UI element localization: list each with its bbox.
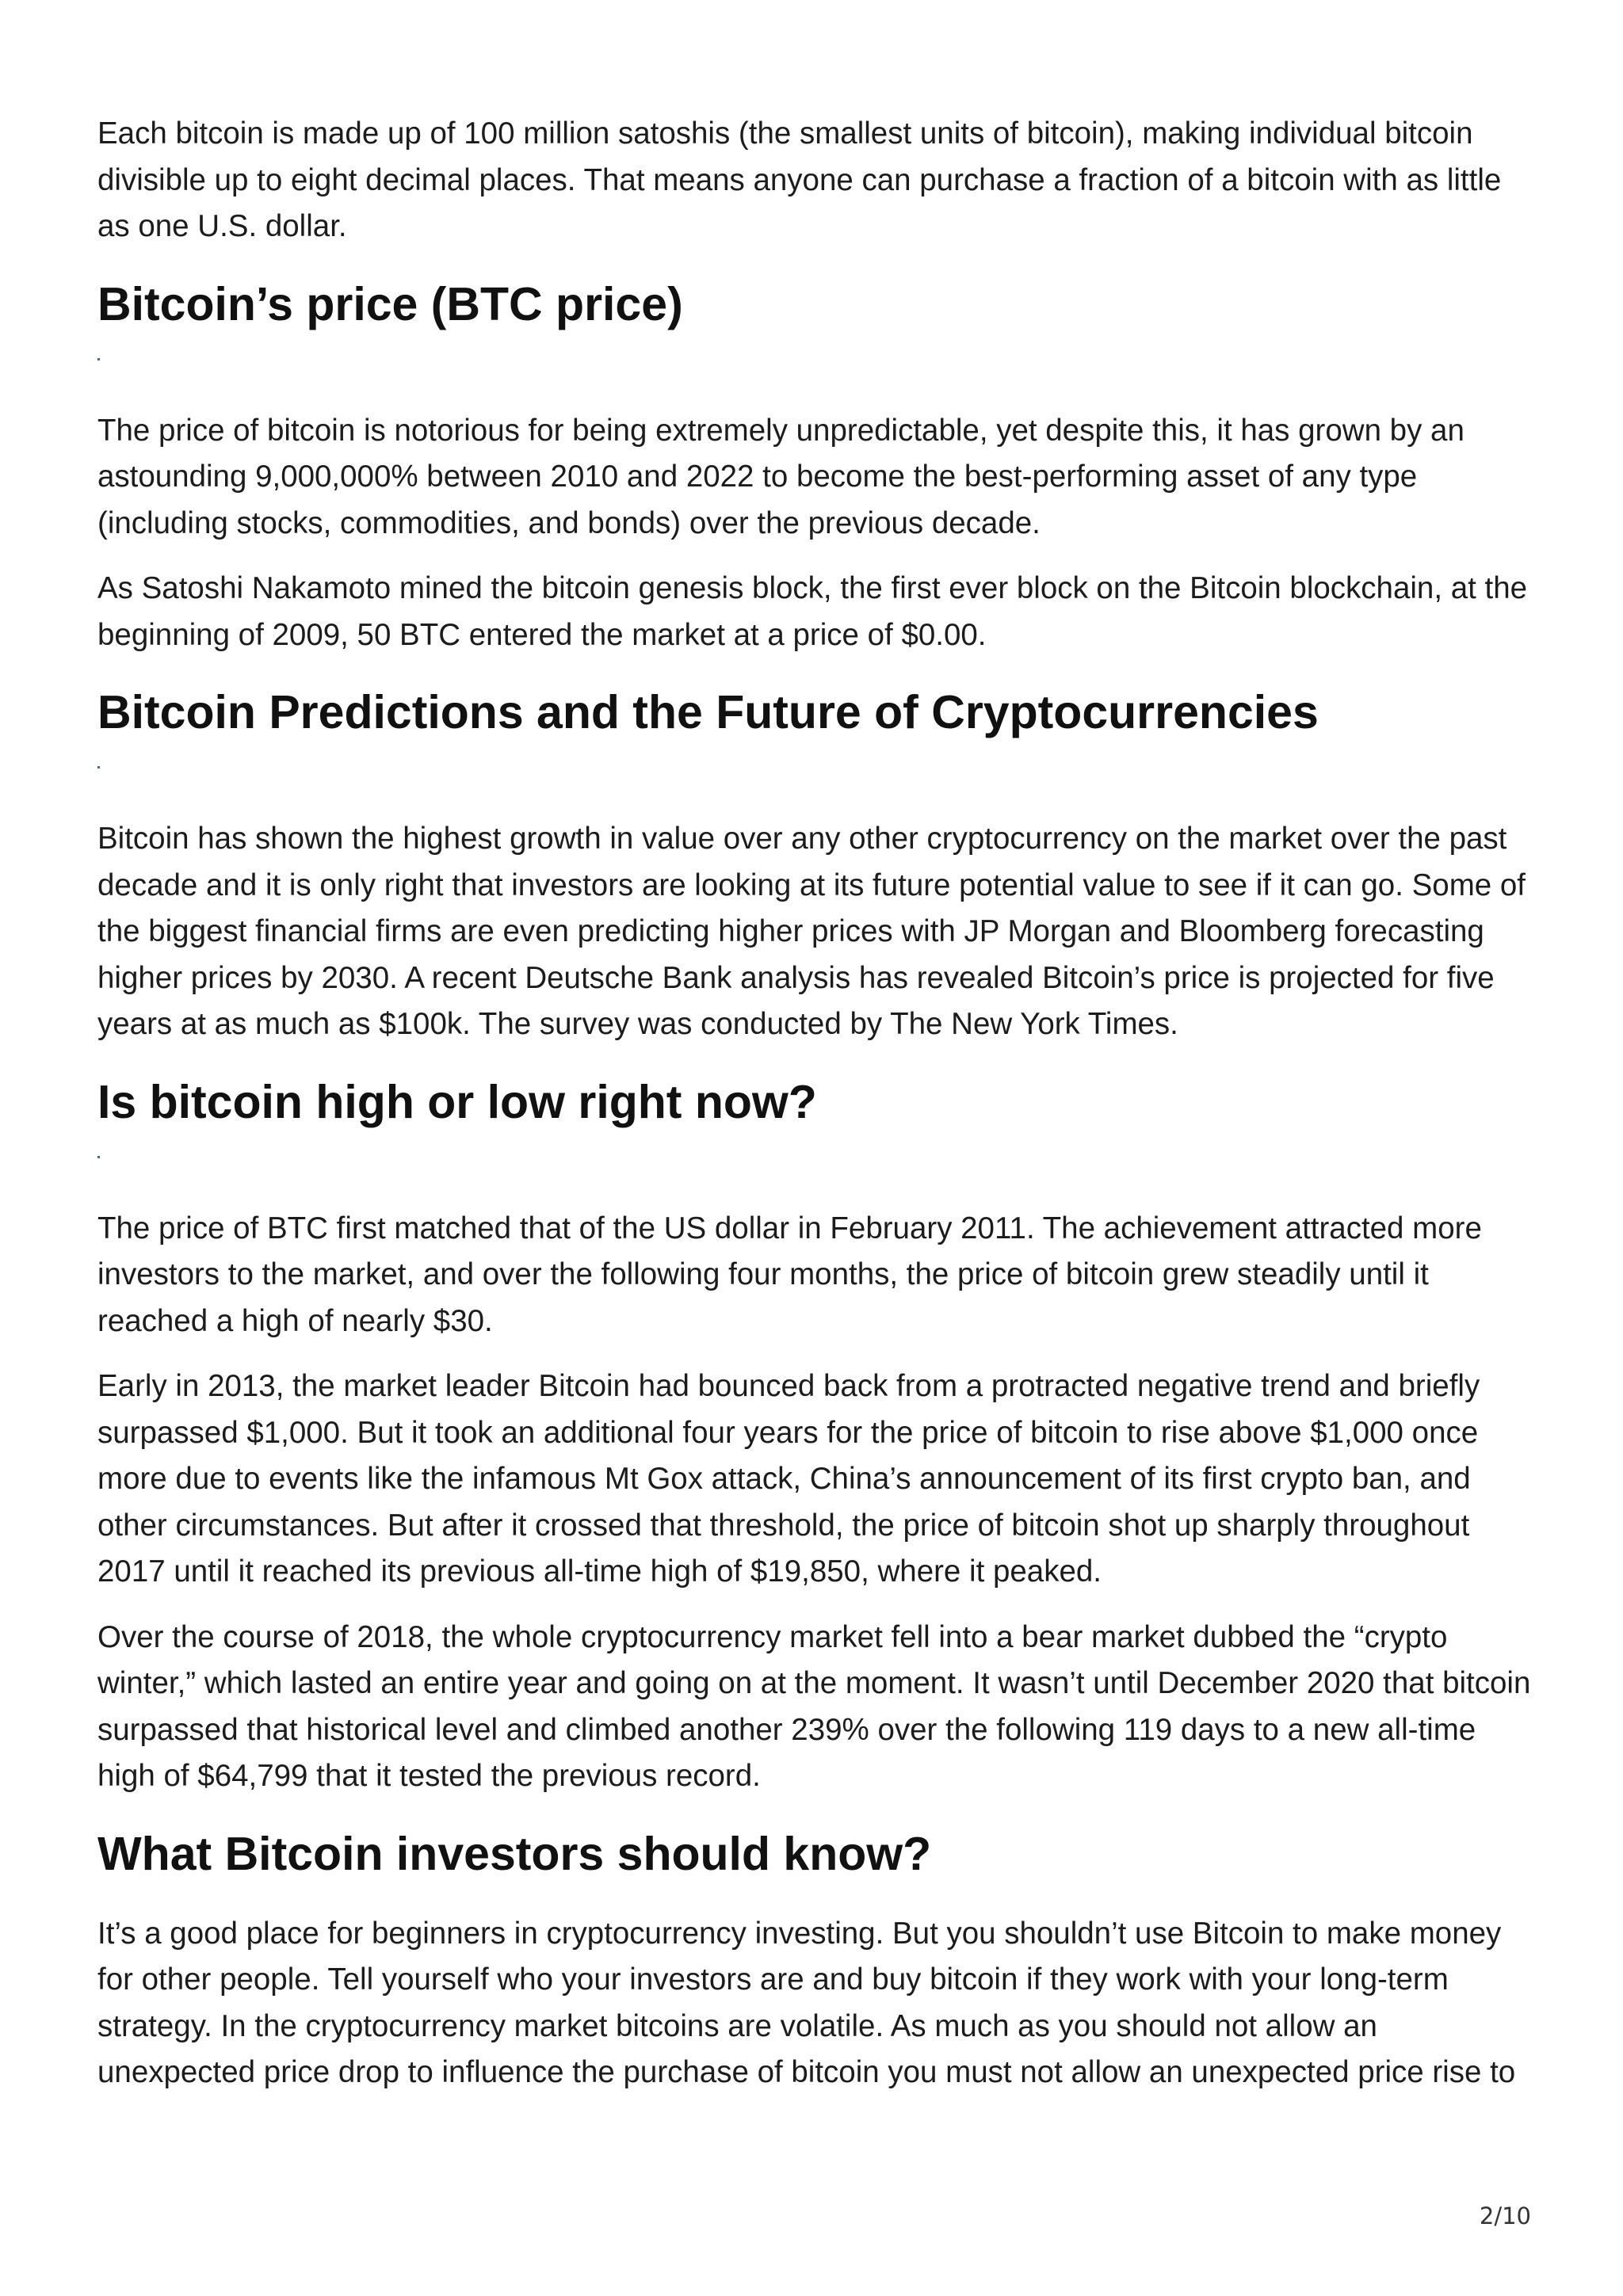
paragraph: Over the course of 2018, the whole cryptocurrency market fell into a bear market dubbed the “crypto winter,” which lasted an entire year and going on at the moment. It wasn’t until December 2020 that bitcoin surpassed that historical level and climbed another 239% over the following 119 days to a new all-time high of $64,799 that it tested the previous record.: [97, 1619, 1531, 1793]
paragraph: The price of bitcoin is notorious for being extremely unpredictable, yet despite this, it has grown by an astounding 9,000,000% between 2010 and 2022 to become the best-performing asset of any type (including stocks, commodities, and bonds) over the previous decade.: [97, 413, 1465, 540]
intro-paragraph: Each bitcoin is made up of 100 million satoshis (the smallest units of bitcoin), making individual bitcoin divisible up to eight decimal places. That means anyone can purchase a fraction of a bitcoin with as little as one U.S. dollar.: [97, 116, 1502, 243]
page-number: 2/10: [1479, 2203, 1531, 2229]
image-placeholder-dot: [97, 358, 100, 360]
image-placeholder-dot: [97, 1156, 100, 1158]
paragraph: As Satoshi Nakamoto mined the bitcoin genesis block, the first ever block on the Bitcoin blockchain, at the beginning of 2009, 50 BTC entered the market at a price of $0.00.: [97, 571, 1528, 652]
paragraph: Early in 2013, the market leader Bitcoin had bounced back from a protracted negative trend and briefly surpassed $1,000. But it took an additional four years for the price of bitcoin to rise above $1,000 once more due to events like the infamous Mt Gox attack, China’s announcement of its first crypto ban, and other circumstances. But after it crossed that threshold, the price of bitcoin shot up sharply throughout 2017 until it reached its previous all-time high of $19,850, where it peaked.: [97, 1369, 1480, 1589]
document-page: [97, 111, 1540, 2115]
paragraph: The price of BTC first matched that of the US dollar in February 2011. The achievement attracted more investors to the market, and over the following four months, the price of bitcoin grew steadily until it reached a high of nearly $30.: [97, 1211, 1482, 1338]
section-heading-predictions: Bitcoin Predictions and the Future of Cryptocurrencies: [97, 686, 1319, 738]
paragraph: Bitcoin has shown the highest growth in value over any other cryptocurrency on the market over the past decade and it is only right that investors are looking at its future potential value to see if it can go. Some of the biggest financial firms are even predicting higher prices with JP Morgan and Bloomberg forecasting higher prices by 2030. A recent Deutsche Bank analysis has revealed Bitcoin’s price is projected for five years at as much as $100k. The survey was conducted by The New York Times.: [97, 822, 1526, 1041]
image-placeholder-dot: [97, 766, 100, 769]
paragraph: It’s a good place for beginners in cryptocurrency investing. But you shouldn’t use Bitcoin to make money for other people. Tell yourself who your investors are and buy bitcoin if they work with your long-term strategy. In the cryptocurrency market bitcoins are volatile. As much as you should not allow an unexpected price drop to influence the purchase of bitcoin you must not allow an unexpected price rise to: [97, 1916, 1516, 2089]
section-heading-investors: What Bitcoin investors should know?: [97, 1827, 932, 1880]
section-heading-btc-price: Bitcoin’s price (BTC price): [97, 277, 683, 330]
section-heading-high-or-low: Is bitcoin high or low right now?: [97, 1075, 817, 1128]
